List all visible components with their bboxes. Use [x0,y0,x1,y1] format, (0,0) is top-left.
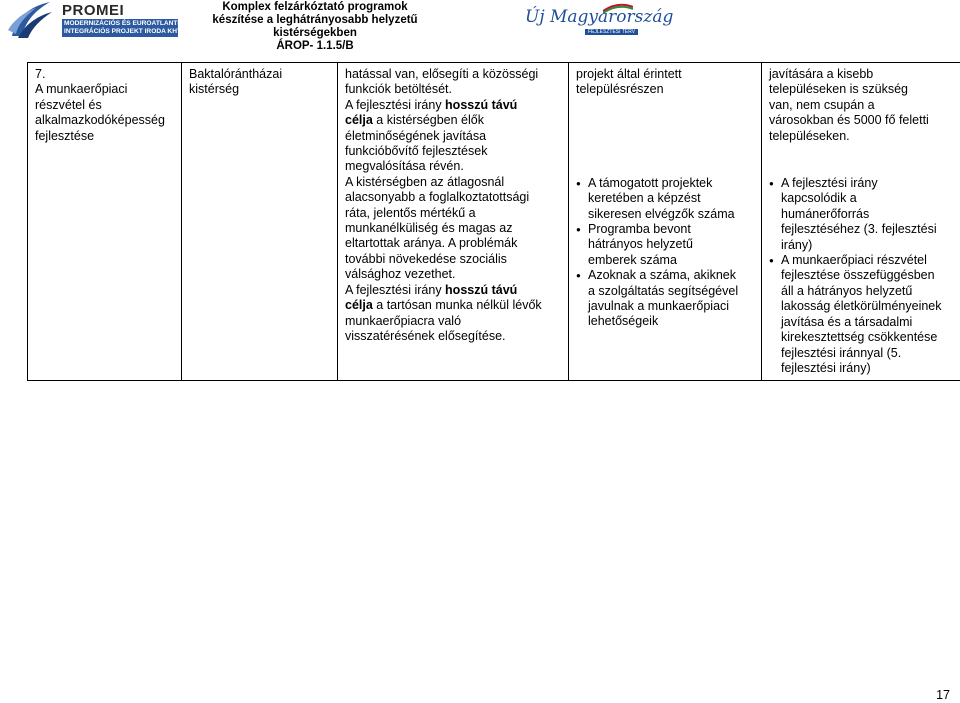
text-line: településrészen [576,82,664,97]
list-item: ● A fejlesztési irány kapcsolódik a humánerőforrás fejlesztéséhez (3. fejlesztési irány) [769,176,954,253]
promei-subtitle [62,19,183,37]
spacer [576,98,755,176]
direction-cell [28,63,182,381]
text-line: visszatérésének elősegítése. [345,328,506,343]
table-row [28,63,960,381]
promei-logo [6,0,186,40]
text-line: A kistérségben az átlagosnál [345,174,505,189]
text-line: munkanélküliség és magas az [345,221,513,236]
page-header [0,0,960,60]
promei-swoosh-icon [6,0,54,40]
list-item: ● A munkaerőpiaci részvétel fejlesztése összefüggésben áll a hátrányos helyzetű lakosság életkörülményeinek javítása és a társadalmi kirekesztettség csökkentése fejlesztési iránnyal (5. fejlesztési irány) [769,253,954,376]
indicators-cell [569,63,762,381]
umfi-subtitle: FEJLESZTÉSI TERV [585,29,638,35]
row-number: 7. [35,67,46,81]
link-list [769,176,954,376]
text-fragment: a kistérségben élők [372,113,484,128]
text-line: településeken. [769,128,850,143]
uj-magyarorszag-logo [525,3,674,45]
area-line: Baktalórántházai [189,67,283,81]
bold-term: célja [345,113,373,128]
title-line: ÁROP- 1.1.5/B [276,40,354,52]
text-line: városokban és 5000 fő feletti [769,113,929,128]
title-line: kistérségekben [273,27,357,39]
promei-subtitle-line: INTEGRÁCIÓS PROJEKT IRODA KHT. [64,28,183,35]
text-line: településeken is szükség [769,82,908,97]
list-item: ● A támogatott projektek keretében a képzést sikeresen elvégzők száma [576,176,755,222]
text-line: projekt által érintett [576,67,682,81]
text-line: van, nem csupán a [769,97,875,112]
bold-term: hosszú távú [445,97,518,112]
text-line: munkaerőpiacra való [345,313,462,328]
text-line: további növekedése szociális [345,251,507,266]
umfi-name: Új Magyarország [525,7,674,27]
text-fragment: A fejlesztési irány [345,282,446,297]
area-cell [182,63,338,381]
text-line: válsághoz vezethet. [345,267,456,282]
text-line: javítására a kisebb [769,67,874,81]
text-line: ráta, jelentős mértékű a [345,205,476,220]
links-cell [762,63,960,381]
text-line: alacsonyabb a foglalkoztatottsági [345,190,530,205]
promei-name: PROMEI [62,2,125,19]
list-item: ● Programba bevont hátrányos helyzetű emberek száma [576,222,755,268]
list-item: ● Azoknak a száma, akiknek a szolgáltatás segítségével javulnak a munkaerőpiaci lehetőségeik [576,268,755,330]
text-line: eltartottak aránya. A problémák [345,236,518,251]
bold-term: célja [345,298,373,313]
page-number: 17 [936,688,950,702]
title-line: készítése a leghátrányosabb helyzetű [212,14,418,26]
text-line: megvalósítása révén. [345,159,464,174]
bold-term: hosszú távú [445,282,518,297]
text-line: hatással van, elősegíti a közösségi [345,67,539,81]
title-line: A munkaerőpiaci [35,82,128,97]
text-line: funkciók betöltését. [345,82,453,97]
promei-subtitle-line: MODERNIZÁCIÓS ÉS EUROATLANTI [64,20,180,27]
text-line: funkcióbővítő fejlesztések [345,144,488,159]
title-line: fejlesztése [35,128,95,143]
title-line: alkalmazkodóképesség [35,113,165,128]
indicator-list [576,176,755,330]
situation-cell [338,63,569,381]
text-fragment: a tartósan munka nélkül lévők [372,298,542,313]
title-line: Komplex felzárkóztató programok [222,1,408,13]
area-line: kistérség [189,82,240,97]
spacer [769,144,954,176]
development-table [27,62,960,381]
document-title [210,1,420,53]
title-line: részvétel és [35,97,102,112]
row-title [35,82,165,144]
text-fragment: A fejlesztési irány [345,97,446,112]
text-line: életminőségének javítása [345,128,487,143]
